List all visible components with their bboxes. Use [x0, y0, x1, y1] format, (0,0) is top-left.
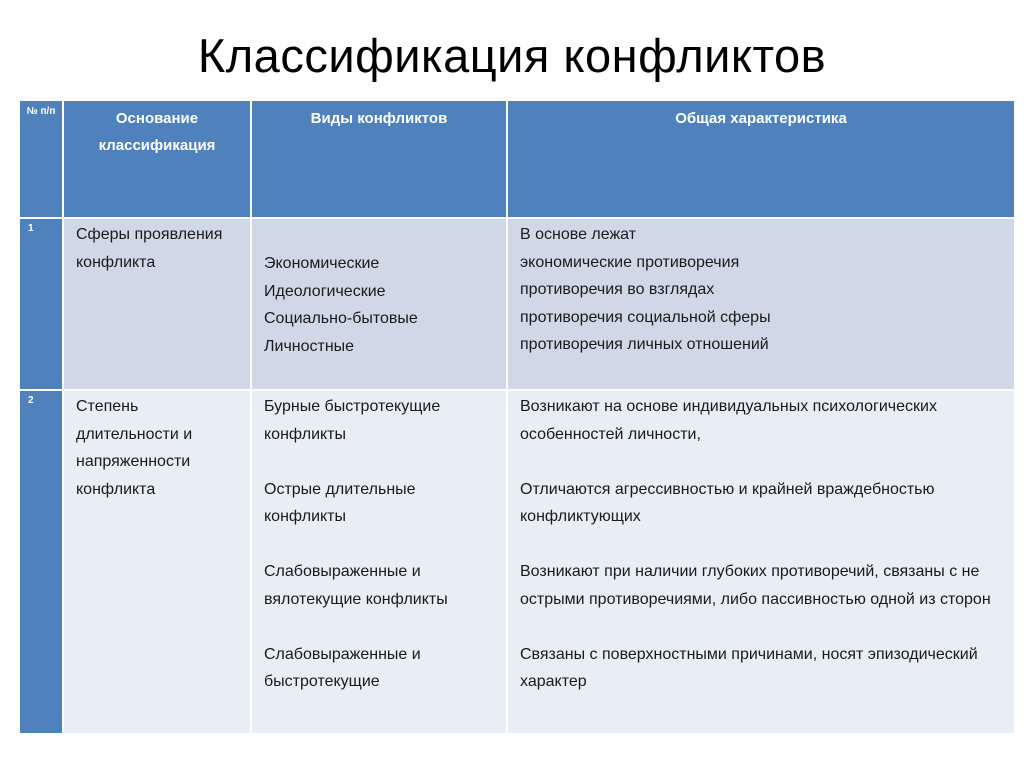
type-item: Экономические [264, 255, 380, 272]
characteristic-item: противоречия личных отношений [520, 336, 769, 353]
row-number: 2 [19, 390, 63, 734]
characteristic-item: противоречия социальной сферы [520, 308, 771, 326]
header-basis: Основание классификация [63, 100, 251, 218]
row-types [251, 218, 507, 390]
header-num: № п/п [19, 100, 63, 218]
header-characteristic: Общая характеристика [507, 100, 1015, 218]
characteristic-item: Отличаются агрессивностью и крайней враждебностью конфликтующих [520, 480, 935, 525]
characteristic-item: противоречия во взглядах [520, 281, 715, 298]
row-types [251, 390, 507, 734]
type-item: Социально-бытовые [264, 310, 418, 327]
type-item: Личностные [264, 337, 355, 355]
header-types: Виды конфликтов [251, 100, 507, 218]
table-row [19, 390, 1015, 734]
type-item: Слабовыраженные и быстротекущие [264, 645, 421, 690]
characteristic-item: Связаны с поверхностными причинами, носят эпизодический характер [520, 645, 978, 690]
type-item: Бурные быстротекущие конфликты [264, 398, 441, 443]
table-header-row [19, 100, 1015, 218]
type-item: Слабовыраженные и вялотекущие конфликты [264, 563, 448, 608]
row-basis: Степень длительности и напряженности конфликта [63, 390, 251, 734]
type-item: Идеологические [264, 282, 386, 300]
characteristic-item: Возникают при наличии глубоких противоречий, связаны с не острыми противоречиями, либо пассивностью одной из сторон [520, 563, 991, 608]
table-row [19, 218, 1015, 390]
characteristic-item: Возникают на основе индивидуальных психологических особенностей личности, [520, 398, 937, 443]
row-basis: Сферы проявления конфликта [63, 218, 251, 390]
type-item: Острые длительные конфликты [264, 480, 416, 525]
characteristic-item: В основе лежат [520, 226, 637, 243]
slide-title: Классификация конфликтов [197, 29, 827, 82]
row-number: 1 [19, 218, 63, 390]
row-characteristic [507, 218, 1015, 390]
classification-table [18, 99, 1016, 735]
row-characteristic [507, 390, 1015, 734]
characteristic-item: экономические противоречия [520, 253, 740, 271]
